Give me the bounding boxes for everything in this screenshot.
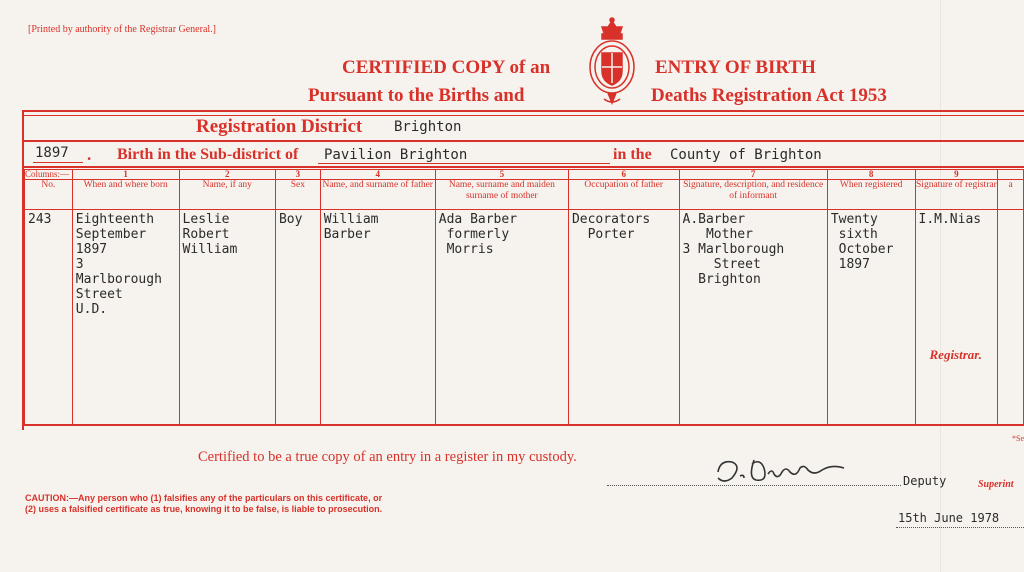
entry-when-where-born: Eighteenth September 1897 3 Marlborough Street U.D. xyxy=(75,212,162,317)
column-header: a xyxy=(998,180,1024,210)
entry-father: William Barber xyxy=(323,212,379,242)
entry-number: 243 xyxy=(28,212,52,227)
date-dotted-line xyxy=(896,526,1024,528)
frame-top-rule-inner xyxy=(22,115,1024,116)
registration-district-value: Brighton xyxy=(394,119,462,135)
registration-district-label: Registration District xyxy=(196,116,363,137)
certificate-date: 15th June 1978 xyxy=(898,511,1000,525)
entry-registrar-signature: I.M.Nias xyxy=(918,212,982,227)
column-number-blank xyxy=(998,170,1024,180)
entry-sex: Boy xyxy=(278,212,303,227)
entry-blank-cell xyxy=(998,210,1023,214)
title-right-line2: Deaths Registration Act 1953 xyxy=(651,85,887,106)
county-value: County of Brighton xyxy=(670,147,822,163)
column-header: No. xyxy=(25,180,73,210)
printed-by-note: [Printed by authority of the Registrar General.] xyxy=(28,24,216,35)
entry-occupation: Decorators Porter xyxy=(571,212,651,242)
subdistrict-underline xyxy=(318,163,610,164)
title-left-line1: CERTIFIED COPY of an xyxy=(342,57,551,78)
column-number: 8 xyxy=(827,170,915,180)
entry-name: Leslie Robert William xyxy=(182,212,238,257)
column-header: Signature, description, and residence of informant xyxy=(679,180,827,210)
column-header: Signature of registrar xyxy=(915,180,998,210)
column-number: 1 xyxy=(72,170,179,180)
entry-informant: A.Barber Mother 3 Marlborough Street Brighton xyxy=(682,212,785,287)
register-entry-table xyxy=(24,169,1024,426)
handwritten-signature xyxy=(710,452,860,488)
in-the-label: in the xyxy=(613,146,652,163)
column-number: 9 xyxy=(915,170,998,180)
column-number: 3 xyxy=(275,170,320,180)
frame-top-rule xyxy=(22,110,1024,112)
certified-statement: Certified to be a true copy of an entry in a register in my custody. xyxy=(198,449,577,465)
column-header: When and where born xyxy=(72,180,179,210)
column-header: When registered xyxy=(827,180,915,210)
royal-crest-icon xyxy=(584,17,640,109)
entry-mother: Ada Barber formerly Morris xyxy=(438,212,518,257)
entry-row xyxy=(25,210,1024,426)
subdistrict-value: Pavilion Brighton xyxy=(324,147,468,163)
columns-label: Columns:— xyxy=(25,170,73,180)
column-number: 6 xyxy=(568,170,679,180)
caution-body: —Any person who (1) falsifies any of the particulars on this certificate, or (2) uses a falsified certificate as true, knowing it to be false, is liable to prosecution. xyxy=(25,493,383,514)
column-header: Name, and surname of father xyxy=(320,180,435,210)
deputy-label: Deputy xyxy=(903,474,947,488)
band-rule xyxy=(22,166,1024,168)
registrar-label: Registrar. xyxy=(929,347,982,362)
title-left-line2: Pursuant to the Births and xyxy=(308,85,525,106)
title-right-line1: ENTRY OF BIRTH xyxy=(655,57,816,78)
year-dot: . xyxy=(87,145,92,164)
column-header-row xyxy=(25,180,1024,210)
superintendent-label: Superint xyxy=(978,479,1014,490)
district-rule xyxy=(22,140,1024,142)
caution-notice xyxy=(25,493,385,515)
entry-when-registered: Twenty sixth October 1897 xyxy=(830,212,894,272)
birth-subdistrict-label: Birth in the Sub-district of xyxy=(117,146,299,163)
column-number-row xyxy=(25,170,1024,180)
year-underline xyxy=(33,162,83,163)
column-number: 4 xyxy=(320,170,435,180)
caution-head: CAUTION: xyxy=(25,493,69,503)
footnote-mark: *Se xyxy=(1012,434,1024,443)
column-number: 2 xyxy=(179,170,275,180)
signature-dotted-line xyxy=(607,484,901,486)
column-header: Name, surname and maiden surname of mother xyxy=(435,180,568,210)
column-number: 5 xyxy=(435,170,568,180)
column-number: 7 xyxy=(679,170,827,180)
birth-year: 1897 xyxy=(35,145,69,161)
column-header: Sex xyxy=(275,180,320,210)
column-header: Name, if any xyxy=(179,180,275,210)
column-header: Occupation of father xyxy=(568,180,679,210)
